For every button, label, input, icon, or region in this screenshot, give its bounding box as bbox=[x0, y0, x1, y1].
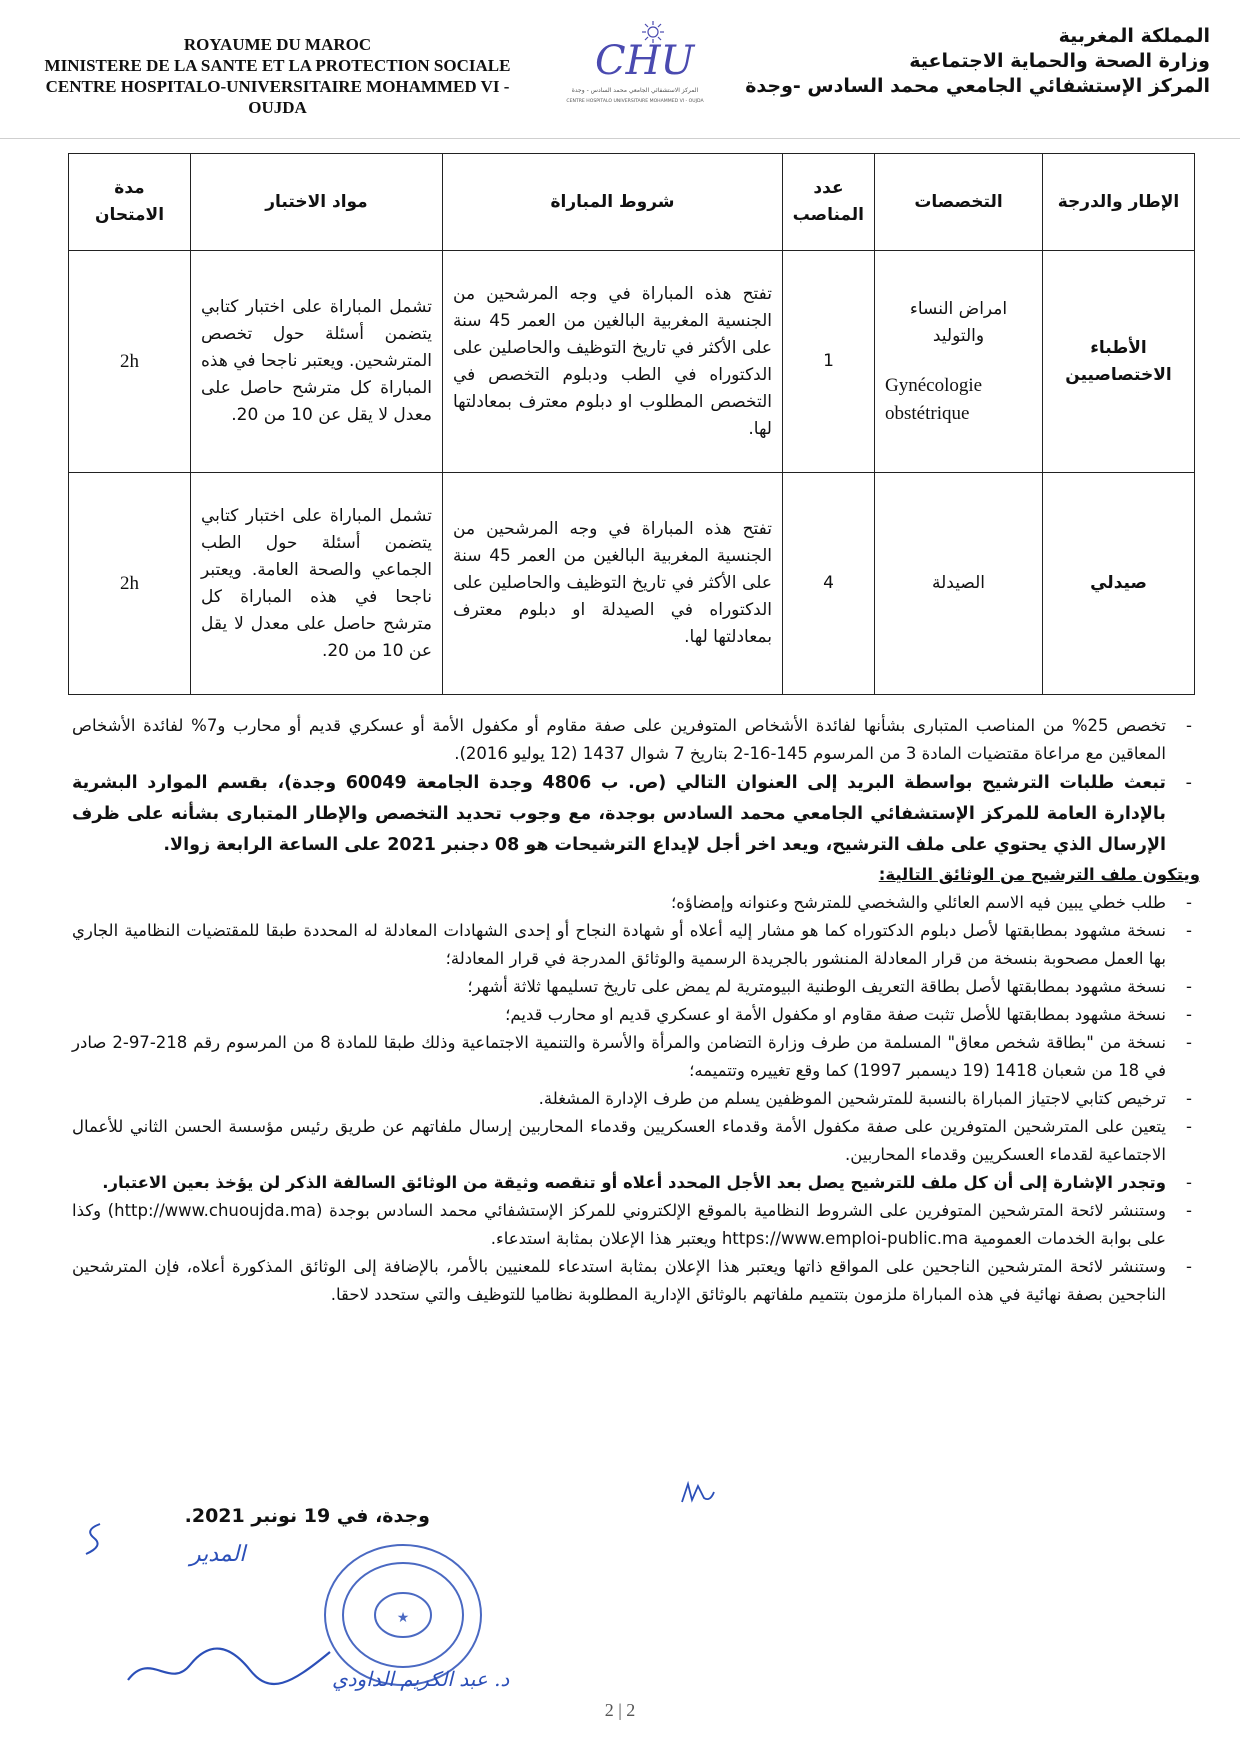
note-mailing: - تبعث طلبات الترشيح بواسطة البريد إلى العنوان التالي (ص. ب 4806 وجدة الجامعة 60049 وجدة)، بقسم الموارد البشرية بالإدارة العامة للمركز الإستشفائي الجامعي محمد السادس بوجدة، مع وجوب تحديد التخصص والإطار المتبارى بشأنه على ظرف الإرسال الذي يحتوي على ملف الترشيح، ويعد اخر أجل لإيداع الترشيحات هو 08 دجنبر 2021 على الساعة الرابعة زوالا. bbox=[72, 773, 1192, 855]
list-item: - نسخة مشهود بمطابقتها لأصل دبلوم الدكتوراه كما هو مشار إليه أعلاه أو شهادة النجاح أو إحدى الشهادات المعادلة له المحددة طبقا للمقتضيات النظامية الجاري بها العمل مصحوبة بنسخة من قرار المعادلة المنشور بالجريدة الرسمية والوثائق المدرجة في قرار المعادلة؛ bbox=[72, 921, 1192, 968]
row-subjects: تشمل المباراة على اختبار كتابي يتضمن أسئلة حول الطب الجماعي والصحة العامة. ويعتبر ناجحا في هذه المباراة كل مترشح حاصل على معدل لا يقل عن 10 من 20. bbox=[191, 473, 443, 695]
signature-title: المدير bbox=[190, 1542, 246, 1567]
page-number: 2 | 2 bbox=[604, 1700, 636, 1720]
row-positions: 1 bbox=[783, 251, 875, 473]
list-item: - ترخيص كتابي لاجتياز المباراة بالنسبة للمترشحين الموظفين يسلم من طرف الإدارة المشغلة. bbox=[538, 1089, 1192, 1108]
note-publish-results: - وستنشر لائحة المترشحين الناجحين على المواقع ذاتها ويعتبر هذا الإعلان بمثابة استدعاء للمعنيين بالأمر، بالإضافة إلى الوثائق المذكورة أعلاه، فإن المترشحين الناجحين بصفة نهائية في هذه المباراة ملزمون بتتميم ملفاتهم بالوثائق الإدارية المطلوبة نظاميا للتوظيف والتي ستحدد لاحقا. bbox=[72, 1257, 1192, 1304]
row-conditions: تفتح هذه المباراة في وجه المرشحين من الجنسية المغربية البالغين من العمر 45 سنة على الأكثر في تاريخ التوظيف والحاصلين على الدكتوراه في الصيدلة او دبلوم معترف بمعادلتها لها. bbox=[443, 473, 783, 695]
col-header-conditions: شروط المباراة bbox=[443, 154, 783, 251]
list-item: - يتعين على المترشحين المتوفرين على صفة مكفول الأمة وقدماء العسكريين وقدماء المحاربين إرسال ملفاتهم عن طريق رئيس مؤسسة الحسن الثاني للأعمال الاجتماعية لقدماء العسكريين وقدماء المحاربين. bbox=[72, 1117, 1192, 1164]
logo-caption-ar: المركز الاستشفائي الجامعي محمد السادس - وجدة bbox=[571, 87, 699, 94]
header-french bbox=[0, 34, 555, 118]
header-fr-line-1: ROYAUME DU MAROC bbox=[183, 35, 372, 54]
signature bbox=[120, 1630, 510, 1700]
header-divider bbox=[0, 138, 1240, 139]
header-fr-line-3: CENTRE HOSPITALO-UNIVERSITAIRE MOHAMMED VI - bbox=[45, 77, 510, 96]
svg-text:★: ★ bbox=[396, 1610, 410, 1626]
specialty-ar: امراض النساء والتوليد bbox=[909, 298, 1008, 346]
chu-logo bbox=[565, 18, 705, 110]
signature-name: د. عبد الكريم الداودي bbox=[332, 1667, 510, 1691]
row-subjects: تشمل المباراة على اختبار كتابي يتضمن أسئلة حول تخصص المترشحين. ويعتبر ناجحا في هذه المباراة كل مترشح حاصل على معدل لا يقل عن 10 من 20. bbox=[191, 251, 443, 473]
initial-mark bbox=[678, 1478, 718, 1508]
docs-heading: ويتكون ملف الترشيح من الوثائق التالية: bbox=[878, 865, 1200, 884]
list-item: - نسخة مشهود بمطابقتها للأصل تثبت صفة مقاوم او مكفول الأمة او عسكري قديم او محارب قديم؛ bbox=[505, 1005, 1192, 1024]
table-row bbox=[69, 251, 1195, 473]
row-conditions: تفتح هذه المباراة في وجه المرشحين من الجنسية المغربية البالغين من العمر 45 سنة على الأكثر في تاريخ التوظيف والحاصلين على الدكتوراه في الطب ودبلوم التخصص في التخصص المطلوب او دبلوم معترف بمعادلتها لها. bbox=[443, 251, 783, 473]
row-duration: 2h bbox=[69, 251, 191, 473]
col-header-positions: عدد المناصب bbox=[783, 154, 875, 251]
specialty-ar: الصيدلة bbox=[932, 573, 985, 593]
row-category: صيدلي bbox=[1043, 473, 1195, 695]
header-ar-line-2: وزارة الصحة والحماية الاجتماعية bbox=[909, 50, 1210, 72]
notes-section bbox=[72, 712, 1200, 1309]
margin-mark bbox=[78, 1520, 108, 1560]
header-fr-line-2: MINISTERE DE LA SANTE ET LA PROTECTION SOCIALE bbox=[44, 56, 511, 75]
row-specialty bbox=[875, 251, 1043, 473]
col-header-category: الإطار والدرجة bbox=[1043, 154, 1195, 251]
header-ar-line-1: المملكة المغربية bbox=[1058, 25, 1210, 47]
note-publish-list: - وستنشر لائحة المترشحين المتوفرين على الشروط النظامية بالموقع الإلكتروني للمركز الإستشفائي محمد السادس بوجدة (http://www.chuoujda.ma) وكذا على بوابة الخدمات العمومية https://www.emploi-public.ma ويعتبر هذا الإعلان بمثابة استدعاء. bbox=[72, 1201, 1192, 1248]
header-ar-line-3: المركز الإستشفائي الجامعي محمد السادس -وجدة bbox=[745, 75, 1210, 97]
header-fr-line-4: OUJDA bbox=[248, 98, 307, 117]
row-specialty bbox=[875, 473, 1043, 695]
positions-table bbox=[68, 153, 1195, 695]
row-category: الأطباء الاختصاصيين bbox=[1043, 251, 1195, 473]
col-header-duration: مدة الامتحان bbox=[69, 154, 191, 251]
note-warning: - وتجدر الإشارة إلى أن كل ملف للترشيح يصل بعد الأجل المحدد أعلاه أو تنقصه وثيقة من الوثائق السالفة الذكر لن يؤخذ بعين الاعتبار. bbox=[102, 1173, 1192, 1192]
logo-text: CHU bbox=[595, 38, 695, 84]
specialty-fr: Gynécologie obstétrique bbox=[885, 374, 983, 424]
table-row bbox=[69, 473, 1195, 695]
col-header-specialty: التخصصات bbox=[875, 154, 1043, 251]
row-positions: 4 bbox=[783, 473, 875, 695]
header-arabic bbox=[740, 24, 1210, 99]
list-item: - نسخة من "بطاقة شخص معاق" المسلمة من طرف وزارة التضامن والمرأة والأسرة والتنمية الاجتماعية وذلك طبقا للمادة 8 من المرسوم رقم 218-97-2 صادر في 18 من شعبان 1418 (19 ديسمبر 1997) كما وقع تغييره وتتميمه؛ bbox=[72, 1033, 1192, 1080]
col-header-subjects: مواد الاختبار bbox=[191, 154, 443, 251]
row-duration: 2h bbox=[69, 473, 191, 695]
note-quota: - تخصص 25% من المناصب المتبارى بشأنها لفائدة الأشخاص المتوفرين على صفة مقاوم أو مكفول الأمة أو عسكري قديم أو محارب و7% لفائدة الأشخاص المعاقين مع مراعاة مقتضيات المادة 3 من المرسوم 145-16-2 بتاريخ 7 شوال 1437 (12 يوليو 2016). bbox=[72, 716, 1192, 763]
table-header-row bbox=[69, 154, 1195, 251]
logo-caption-fr: CENTRE HOSPITALO UNIVERSITAIRE MOHAMMED VI - OUJDA bbox=[566, 99, 704, 104]
list-item: - نسخة مشهود بمطابقتها لأصل بطاقة التعريف الوطنية البيومترية لم يمض على تاريخ تسليمها ثلاثة أشهر؛ bbox=[467, 977, 1192, 996]
date-line: وجدة، في 19 نونبر 2021. bbox=[184, 1505, 430, 1527]
list-item: - طلب خطي يبين فيه الاسم العائلي والشخصي للمترشح وعنوانه وإمضاؤه؛ bbox=[670, 893, 1192, 912]
